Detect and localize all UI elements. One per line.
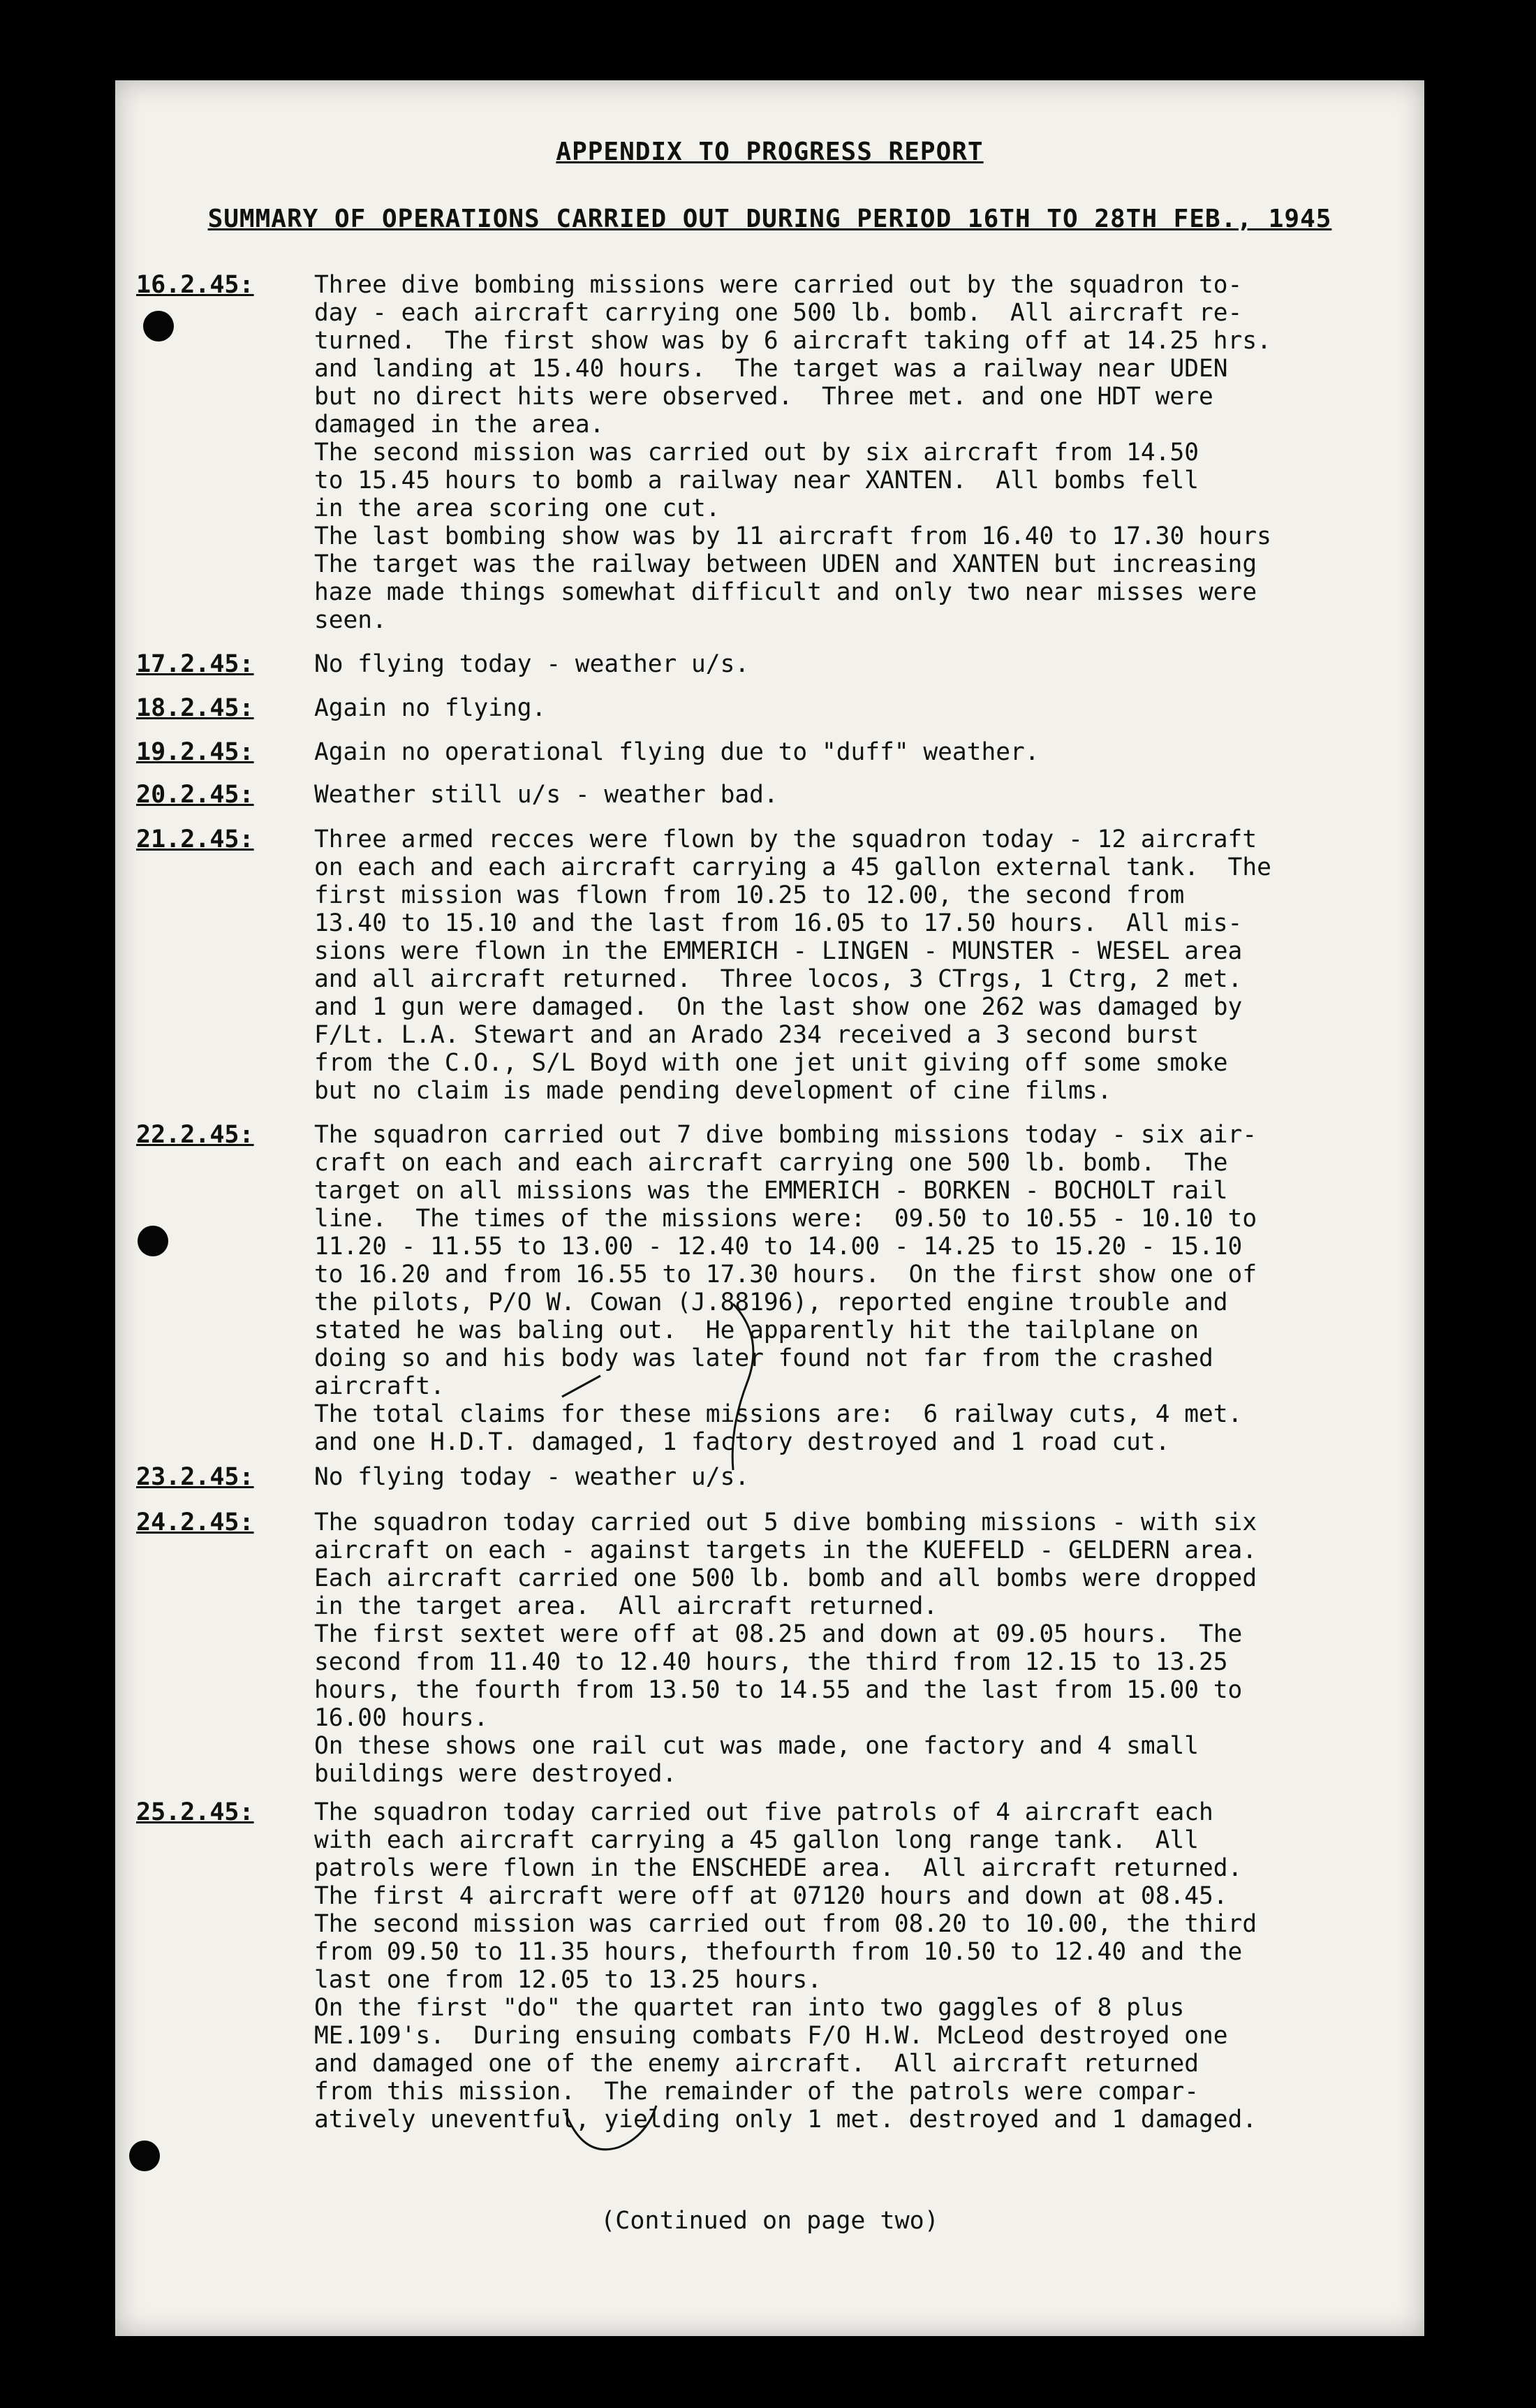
entry-line: buildings were destroyed. [314,1760,677,1788]
entry-text [314,1121,1403,1456]
entry-line: but no claim is made pending development of cine films. [314,1077,1112,1105]
entry-date: 16.2.45: [136,271,254,299]
entry-line: with each aircraft carrying a 45 gallon long range tank. All [314,1826,1199,1854]
continued-note: (Continued on page two) [600,2207,939,2235]
entry-line: 11.20 - 11.55 to 13.00 - 12.40 to 14.00 - 14.25 to 15.20 - 15.10 [314,1233,1243,1261]
document-page [115,80,1424,2336]
entry-date: 22.2.45: [136,1121,254,1149]
entry-line: craft on each and each aircraft carrying one 500 lb. bomb. The [314,1149,1228,1177]
entry-line: from the C.O., S/L Boyd with one jet unit giving off some smoke [314,1049,1228,1077]
entry-line: and 1 gun were damaged. On the last show one 262 was damaged by [314,993,1243,1021]
entry-line: No flying today - weather u/s. [314,650,750,678]
entry-line: and one H.D.T. damaged, 1 factory destroyed and 1 road cut. [314,1428,1170,1456]
entry-line: aircraft. [314,1372,445,1400]
entry-text [314,650,1403,678]
entry-line: 13.40 to 15.10 and the last from 16.05 to 17.50 hours. All mis- [314,909,1243,937]
entry-date: 17.2.45: [136,650,254,678]
entry-line: haze made things somewhat difficult and only two near misses were [314,578,1257,606]
entry-line: The last bombing show was by 11 aircraft from 16.40 to 17.30 hours [314,522,1271,550]
entry-text [314,781,1403,809]
appendix-title: APPENDIX TO PROGRESS REPORT [556,138,984,166]
entry-text [314,1508,1403,1788]
entry-line: in the area scoring one cut. [314,494,721,522]
entry-text [314,271,1403,634]
entry-line: The total claims for these missions are: 6 railway cuts, 4 met. [314,1400,1243,1428]
summary-title: SUMMARY OF OPERATIONS CARRIED OUT DURING PERIOD 16TH TO 28TH FEB., 1945 [207,205,1332,233]
entry-date: 24.2.45: [136,1508,254,1536]
entry-line: The squadron today carried out five patrols of 4 aircraft each [314,1798,1213,1826]
entry-line: day - each aircraft carrying one 500 lb. bomb. All aircraft re- [314,299,1243,327]
punch-hole-middle [138,1226,168,1256]
entry-line: On the first "do" the quartet ran into two gaggles of 8 plus [314,1994,1185,2022]
entry-line: first mission was flown from 10.25 to 12.00, the second from [314,881,1185,909]
entry-line: but no direct hits were observed. Three met. and one HDT were [314,383,1213,411]
punch-hole-top [143,311,174,342]
entry-date: 19.2.45: [136,738,254,766]
entry-line: ME.109's. During ensuing combats F/O H.W. McLeod destroyed one [314,2022,1228,2050]
entry-text [314,1798,1403,2134]
punch-hole-bottom [129,2141,160,2171]
entry-date: 20.2.45: [136,781,254,809]
entry-date: 23.2.45: [136,1463,254,1491]
entry-line: The first 4 aircraft were off at 07120 hours and down at 08.45. [314,1882,1228,1910]
entry-line: seen. [314,606,387,634]
entry-line: and damaged one of the enemy aircraft. All aircraft returned [314,2050,1199,2078]
entry-text [314,1463,1403,1491]
entry-text [314,738,1403,766]
entry-line: in the target area. All aircraft returned. [314,1592,938,1620]
entry-line: sions were flown in the EMMERICH - LINGEN - MUNSTER - WESEL area [314,937,1243,965]
entry-line: On these shows one rail cut was made, one factory and 4 small [314,1732,1199,1760]
entry-line: doing so and his body was later found not far from the crashed [314,1344,1213,1372]
entry-line: turned. The first show was by 6 aircraft taking off at 14.25 hrs. [314,327,1271,355]
entry-line: stated he was baling out. He apparently hit the tailplane on [314,1316,1199,1344]
entry-line: the pilots, P/O W. Cowan (J.88196), reported engine trouble and [314,1289,1228,1316]
entry-line: and landing at 15.40 hours. The target was a railway near UDEN [314,355,1228,383]
entry-line: damaged in the area. [314,411,605,439]
entry-date: 18.2.45: [136,694,254,722]
entry-line: The squadron today carried out 5 dive bombing missions - with six [314,1508,1257,1536]
entry-line: No flying today - weather u/s. [314,1463,750,1491]
entry-line: Three dive bombing missions were carried out by the squadron to- [314,271,1243,299]
entry-line: The second mission was carried out from 08.20 to 10.00, the third [314,1910,1257,1938]
entry-line: Weather still u/s - weather bad. [314,781,778,809]
entry-line: F/Lt. L.A. Stewart and an Arado 234 received a 3 second burst [314,1021,1199,1049]
entry-line: target on all missions was the EMMERICH - BORKEN - BOCHOLT rail [314,1177,1228,1205]
entry-text [314,694,1403,722]
entry-line: from this mission. The remainder of the patrols were compar- [314,2078,1199,2106]
entry-line: and all aircraft returned. Three locos, 3 CTrgs, 1 Ctrg, 2 met. [314,965,1243,993]
entry-line: to 16.20 and from 16.55 to 17.30 hours. On the first show one of [314,1261,1257,1289]
entry-line: atively uneventful, yielding only 1 met. destroyed and 1 damaged. [314,2106,1257,2134]
entry-line: The target was the railway between UDEN and XANTEN but increasing [314,550,1257,578]
entry-line: last one from 12.05 to 13.25 hours. [314,1966,822,1994]
entry-line: Again no operational flying due to "duff" weather. [314,738,1040,766]
entry-line: The second mission was carried out by six aircraft from 14.50 [314,439,1199,467]
entry-line: Three armed recces were flown by the squadron today - 12 aircraft [314,825,1257,853]
entry-line: from 09.50 to 11.35 hours, thefourth from 10.50 to 12.40 and the [314,1938,1243,1966]
entry-line: aircraft on each - against targets in the KUEFELD - GELDERN area. [314,1536,1257,1564]
entry-line: patrols were flown in the ENSCHEDE area. All aircraft returned. [314,1854,1243,1882]
entry-line: The first sextet were off at 08.25 and down at 09.05 hours. The [314,1620,1243,1648]
entry-line: on each and each aircraft carrying a 45 gallon external tank. The [314,853,1271,881]
entry-line: line. The times of the missions were: 09.50 to 10.55 - 10.10 to [314,1205,1257,1233]
entry-line: The squadron carried out 7 dive bombing missions today - six air- [314,1121,1257,1149]
entry-line: Again no flying. [314,694,547,722]
entry-line: second from 11.40 to 12.40 hours, the third from 12.15 to 13.25 [314,1648,1228,1676]
entry-text [314,825,1403,1105]
entry-line: 16.00 hours. [314,1704,489,1732]
entry-line: hours, the fourth from 13.50 to 14.55 and the last from 15.00 to [314,1676,1243,1704]
entry-date: 25.2.45: [136,1798,254,1826]
entry-line: to 15.45 hours to bomb a railway near XANTEN. All bombs fell [314,467,1199,494]
entry-date: 21.2.45: [136,825,254,853]
entry-line: Each aircraft carried one 500 lb. bomb and all bombs were dropped [314,1564,1257,1592]
